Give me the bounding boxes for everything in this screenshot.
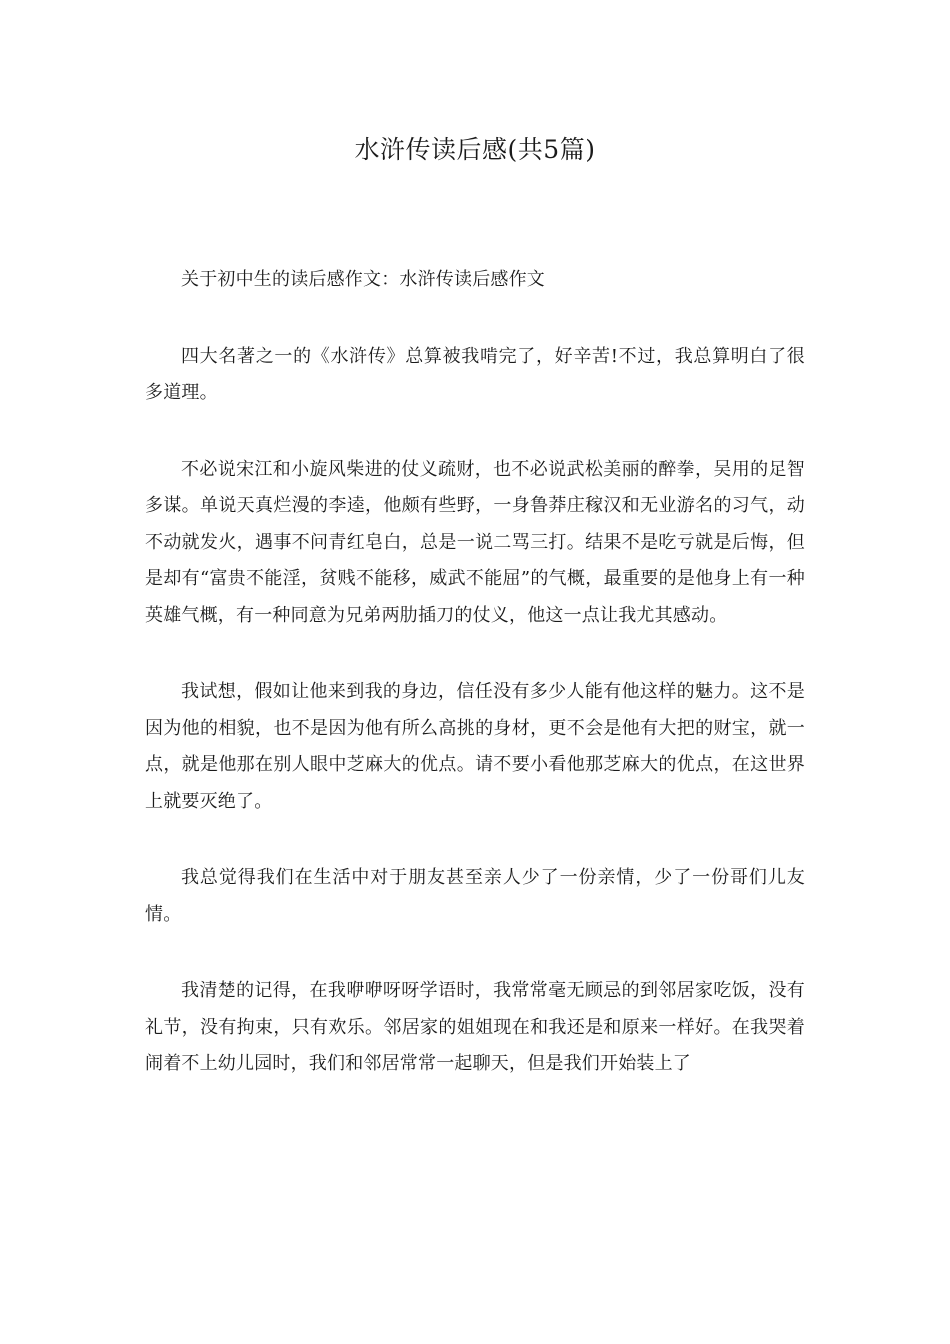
paragraph-4: 我总觉得我们在生活中对于朋友甚至亲人少了一份亲情，少了一份哥们儿友情。 [145, 867, 805, 925]
document-body [145, 262, 805, 1123]
paragraph-2: 不必说宋江和小旋风柴进的仗义疏财，也不必说武松美丽的醉拳，吴用的足智多谋。单说天真烂漫的李逵，他颇有些野，一身鲁莽庄稼汉和无业游名的习气，动不动就发火，遇事不问青红皂白，总是一说二骂三打。结果不是吃亏就是后悔，但是却有“富贵不能淫，贫贱不能移，威武不能屈”的气概，最重要的是他身上有一种英雄气概，有一种同意为兄弟两肋插刀的仗义，他这一点让我尤其感动。 [145, 458, 805, 626]
paragraph-subtitle: 关于初中生的读后感作文：水浒传读后感作文 [181, 269, 545, 290]
document-title: 水浒传读后感(共5篇) [354, 135, 596, 164]
paragraph-3: 我试想，假如让他来到我的身边，信任没有多少人能有他这样的魅力。这不是因为他的相貌，也不是因为他有所么高挑的身材，更不会是他有大把的财宝，就一点，就是他那在别人眼中芝麻大的优点。请不要小看他那芝麻大的优点，在这世界上就要灭绝了。 [145, 681, 805, 812]
paragraph-1: 四大名著之一的《水浒传》总算被我啃完了，好辛苦!不过，我总算明白了很多道理。 [145, 345, 805, 403]
paragraph-5: 我清楚的记得，在我咿咿呀呀学语时，我常常毫无顾忌的到邻居家吃饭，没有礼节，没有拘束，只有欢乐。邻居家的姐姐现在和我还是和原来一样好。在我哭着闹着不上幼儿园时，我们和邻居常常一起聊天，但是我们开始装上了 [145, 980, 805, 1074]
